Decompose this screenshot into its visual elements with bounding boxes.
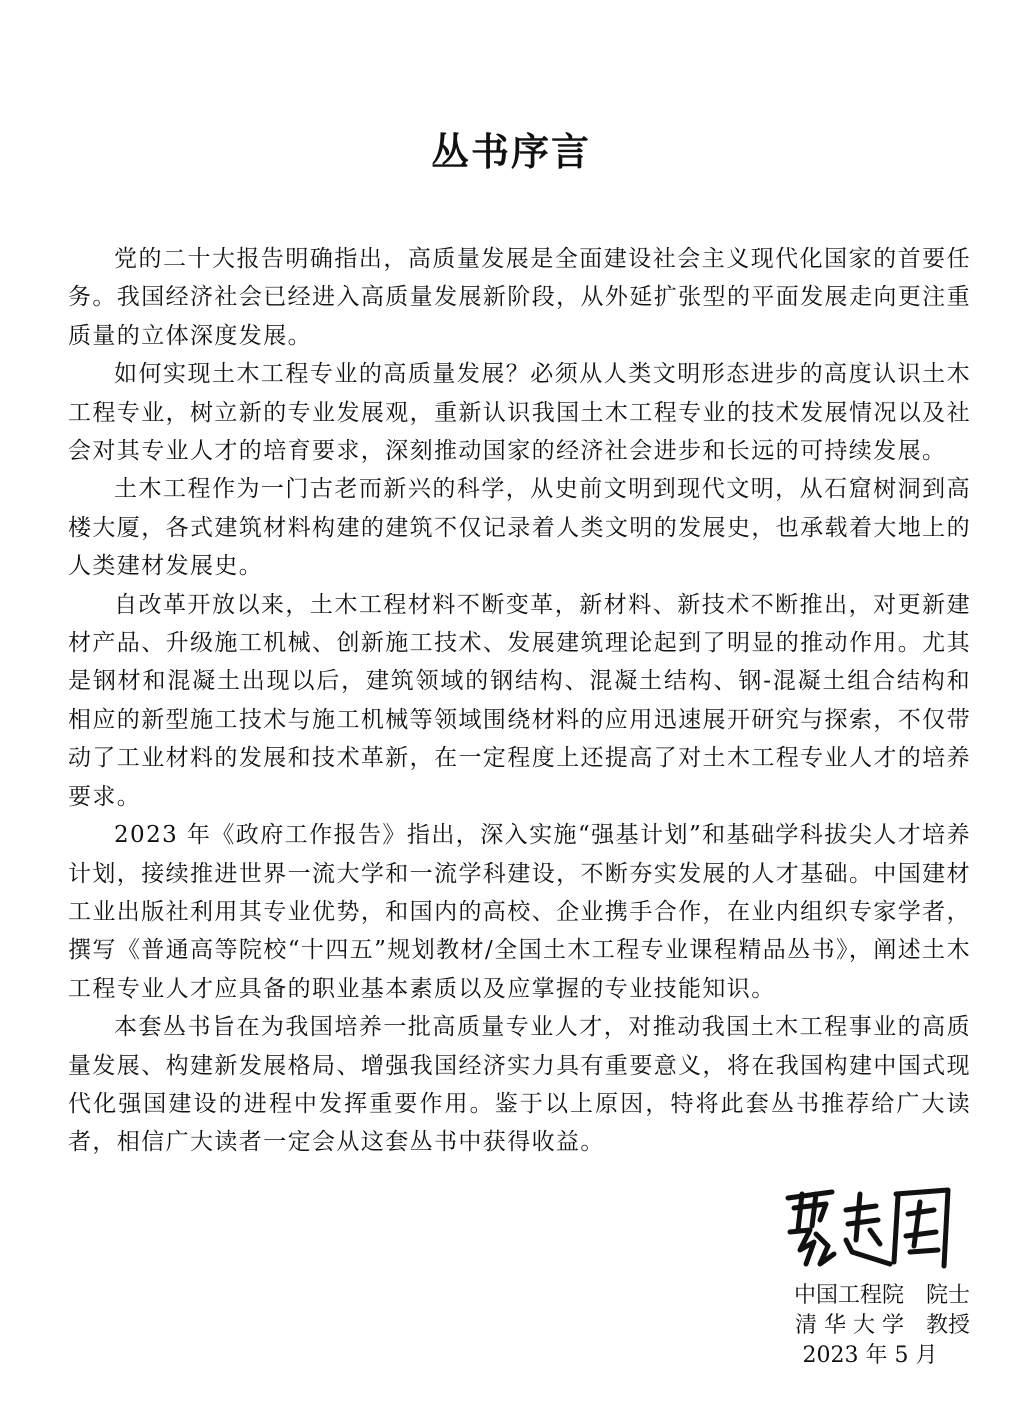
signer-affiliation-2: 清 华 大 学 教授 [795,1313,970,1338]
paragraph-4: 自改革开放以来，土木工程材料不断变革，新材料、新技术不断推出，对更新建材产品、升级施工机械、创新施工技术、发展建筑理论起到了明显的推动作用。尤其是钢材和混凝土出现以后，建筑领域的钢结构、混凝土结构、钢-混凝土组合结构和相应的新型施工技术与施工机械等领域围绕材料的应用迅速展开研究与探索，不仅带动了工业材料的发展和技术革新，在一定程度上还提高了对土木工程专业人才的培养要求。 [68,591,971,810]
signature-block [750,1281,970,1371]
paragraph-2: 如何实现土木工程专业的高质量发展？必须从人类文明形态进步的高度认识土木工程专业，树立新的专业发展观，重新认识我国土木工程专业的技术发展情况以及社会对其专业人才的培育要求，深刻推动国家的经济社会进步和长远的可持续发展。 [68,361,971,465]
body-text [68,240,971,1162]
paragraph-1: 党的二十大报告明确指出，高质量发展是全面建设社会主义现代化国家的首要任务。我国经济社会已经进入高质量发展新阶段，从外延扩张型的平面发展走向更注重质量的立体深度发展。 [68,246,971,349]
signature-date: 2023 年 5 月 [802,1343,938,1368]
paragraph-5: 2023 年《政府工作报告》指出，深入实施“强基计划”和基础学科拔尖人才培养计划，接续推进世界一流大学和一流学科建设，不断夯实发展的人才基础。中国建材工业出版社利用其专业优势，和国内的高校、企业携手合作，在业内组织专家学者，撰写《普通高等院校“十四五”规划教材/全国土木工程专业课程精品丛书》，阐述土木工程专业人才应具备的职业基本素质以及应掌握的专业技能知识。 [68,822,971,1002]
paragraph-6: 本套丛书旨在为我国培养一批高质量专业人才，对推动我国土木工程事业的高质量发展、构建新发展格局、增强我国经济实力具有重要意义，将在我国构建中国式现代化强国建设的进程中发挥重要作用。鉴于以上原因，特将此套丛书推荐给广大读者，相信广大读者一定会从这套丛书中获得收益。 [68,1014,971,1156]
handwritten-signature [780,1180,960,1275]
paragraph-3: 土木工程作为一门古老而新兴的科学，从史前文明到现代文明，从石窟树洞到高楼大厦，各式建筑材料构建的建筑不仅记录着人类文明的发展史，也承载着大地上的人类建材发展史。 [68,476,971,580]
signer-affiliation-1: 中国工程院 院士 [793,1283,970,1308]
page-title: 丛书序言 [430,129,591,174]
